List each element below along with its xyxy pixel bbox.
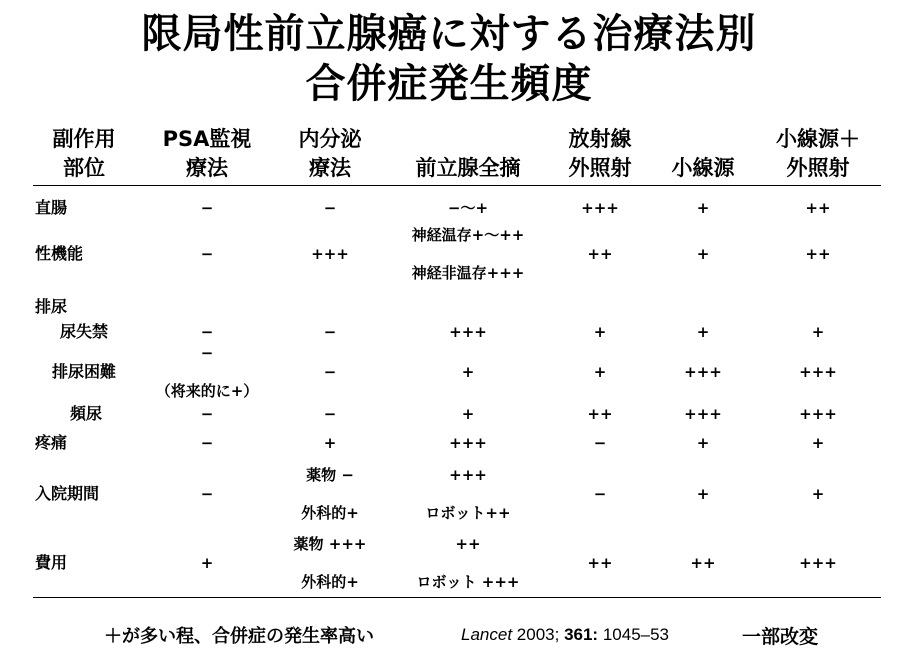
row-label: 頻尿 [70,404,103,423]
table-cell: +++ [684,363,722,381]
citation-journal: Lancet [461,625,513,644]
table-cell: −〜+ [447,199,489,217]
title-line-1: 限局性前立腺癌に対する治療法別 [141,11,757,57]
table-cell: − [200,434,214,452]
table-cell: − [323,323,337,341]
column-header-line: 小線源＋ [776,127,860,151]
column-header-1 [163,125,252,183]
table-cell: + [461,363,475,381]
table-cell: − [200,485,214,503]
title-line-2: 合併症発生頻度 [305,61,593,107]
table-cell: − [593,485,607,503]
column-header-5 [672,154,735,183]
table-cell: + [696,434,710,452]
table-cell: + [323,434,337,452]
citation-pages: 1045–53 [602,625,670,644]
table-cell: ++ [805,199,831,217]
table-cell: − [200,199,214,217]
table-cell: （将来的に+） [155,382,259,400]
column-header-line: 部位 [63,156,105,180]
table-cell: − [200,405,214,423]
table-cell: − [323,405,337,423]
row-label: 入院期間 [35,484,100,503]
header-rule [33,185,881,186]
column-header-line: 放射線 [568,127,632,151]
bottom-rule [33,597,881,598]
table-cell: ++ [587,554,613,572]
table-cell: 薬物 +++ [293,535,367,553]
table-cell: +++ [799,363,837,381]
table-cell: + [200,554,214,572]
column-header-2 [299,125,362,183]
table-cell: ++ [455,535,481,553]
table-cell: − [323,199,337,217]
table-cell: + [696,199,710,217]
table-cell: − [200,323,214,341]
citation-year: 2003; [516,625,560,644]
table-cell: +++ [684,405,722,423]
modified-note: 一部改変 [742,626,819,648]
table-cell: +++ [449,323,487,341]
table-cell: +++ [799,554,837,572]
table-cell: + [461,405,475,423]
table-cell: − [323,363,337,381]
column-header-line: 外照射 [786,156,850,180]
table-cell: 神経非温存+++ [411,264,525,282]
citation [461,625,669,645]
table-cell: +++ [799,405,837,423]
column-header-line: 副作用 [52,127,116,151]
table-cell: ロボット++ [425,504,511,522]
table-cell: +++ [581,199,619,217]
column-header-line: PSA監視 [162,127,252,151]
row-label: 疼痛 [35,433,68,452]
table-cell: − [200,344,214,362]
table-cell: ++ [690,554,716,572]
column-header-3 [416,154,521,183]
row-label: 尿失禁 [60,322,109,341]
row-label: 排尿 [35,297,68,316]
table-cell: +++ [449,466,487,484]
column-header-line: 療法 [309,156,351,180]
table-cell: +++ [311,245,349,263]
column-header-line: 小線源 [671,156,735,180]
column-header-line: 療法 [186,156,228,180]
column-header-line: 外照射 [568,156,632,180]
column-header-4 [569,125,632,183]
table-cell: + [696,245,710,263]
table-cell: + [811,485,825,503]
table-cell: − [200,245,214,263]
table-cell: + [811,323,825,341]
table-cell: − [593,434,607,452]
table-cell: ++ [587,405,613,423]
table-cell: + [593,363,607,381]
column-header-line: 前立腺全摘 [415,156,521,180]
row-label: 費用 [35,553,68,572]
table-cell: + [593,323,607,341]
row-label: 排尿困難 [52,362,117,381]
table-cell: ++ [587,245,613,263]
column-header-line: 内分泌 [298,127,362,151]
table-cell: 外科的+ [301,573,359,591]
citation-volume: 361: [564,625,599,644]
footnote: ＋が多い程、合併症の発生率高い [104,626,374,647]
table-cell: 薬物 − [306,466,354,484]
column-header-0 [53,125,116,183]
row-label: 直腸 [35,198,68,217]
table-cell: + [696,485,710,503]
table-cell: 外科的+ [301,504,359,522]
table-cell: + [811,434,825,452]
table-cell: 神経温存+〜++ [411,226,525,244]
table-cell: +++ [449,434,487,452]
table-cell: ++ [805,245,831,263]
table-cell: + [696,323,710,341]
table-cell: ロボット +++ [416,573,520,591]
row-label: 性機能 [35,244,84,263]
column-header-6 [776,125,860,183]
